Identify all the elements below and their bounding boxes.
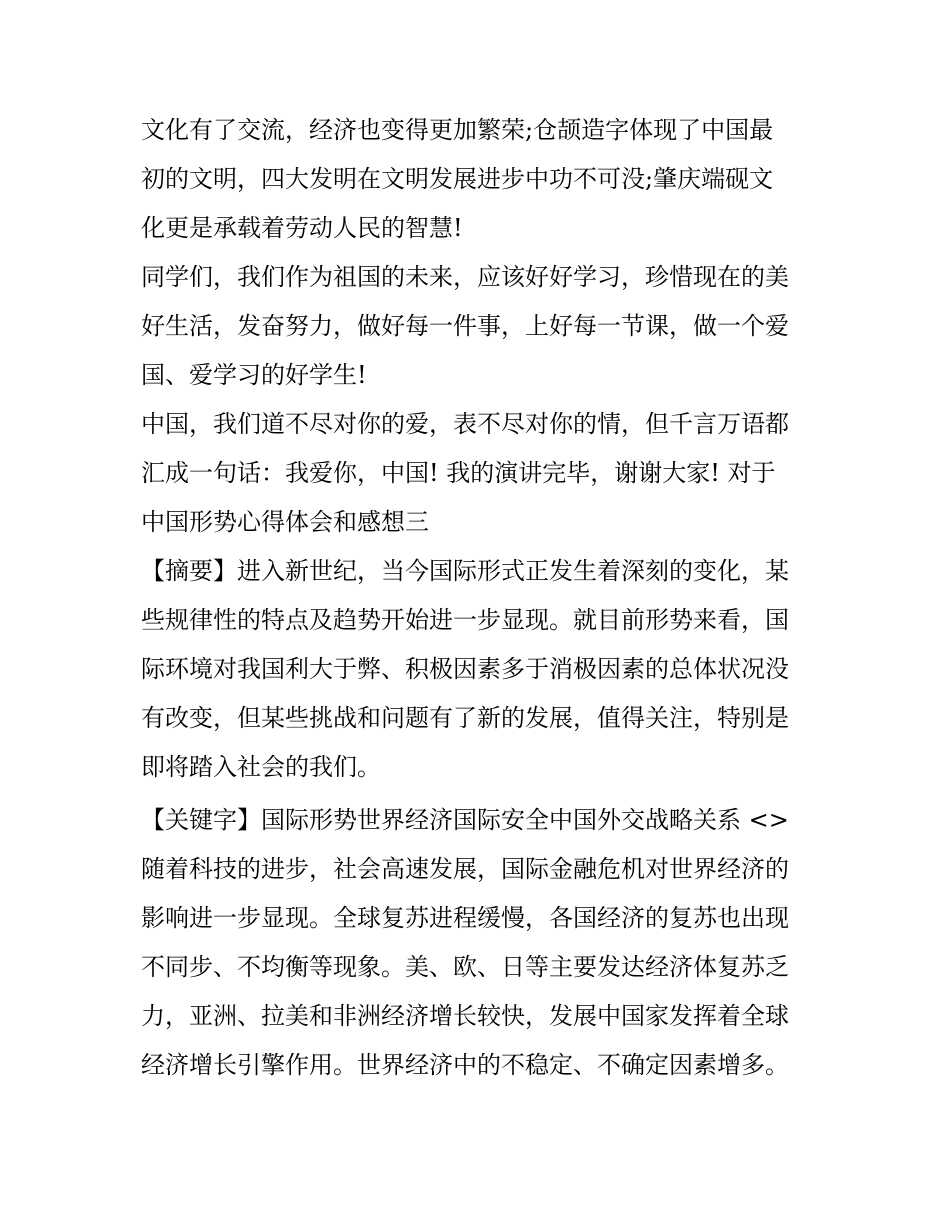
text-line: 文化有了交流，经济也变得更加繁荣;仓颉造字体现了中国最 bbox=[141, 116, 774, 144]
text-line: 些规律性的特点及趋势开始进一步显现。就目前形势来看，国 bbox=[141, 606, 789, 634]
text-line: 中国，我们道不尽对你的爱，表不尽对你的情，但千言万语都 bbox=[141, 410, 789, 438]
text-line: 化更是承载着劳动人民的智慧! bbox=[141, 214, 463, 242]
text-line: 初的文明，四大发明在文明发展进步中功不可没;肇庆端砚文 bbox=[141, 165, 774, 193]
text-line: 同学们，我们作为祖国的未来，应该好好学习，珍惜现在的美 bbox=[141, 263, 789, 291]
text-line: 【摘要】进入新世纪，当今国际形式正发生着深刻的变化，某 bbox=[141, 557, 789, 585]
document-body bbox=[141, 106, 821, 1090]
text-line: 不同步、不均衡等现象。美、欧、日等主要发达经济体复苏乏 bbox=[141, 953, 789, 981]
text-line: 【关键字】国际形势世界经济国际安全中国外交战略关系 <> bbox=[141, 806, 789, 834]
text-line: 国、爱学习的好学生! bbox=[141, 361, 367, 389]
text-line: 经济增长引擎作用。世界经济中的不稳定、不确定因素增多。 bbox=[141, 1051, 789, 1079]
text-line: 随着科技的进步，社会高速发展，国际金融危机对世界经济的 bbox=[141, 855, 789, 883]
text-line: 中国形势心得体会和感想三 bbox=[141, 508, 429, 536]
text-line: 影响进一步显现。全球复苏进程缓慢，各国经济的复苏也出现 bbox=[141, 904, 789, 932]
text-line: 汇成一句话：我爱你，中国! 我的演讲完毕，谢谢大家! 对于 bbox=[141, 459, 776, 487]
text-line: 有改变，但某些挑战和问题有了新的发展，值得关注，特别是 bbox=[141, 704, 789, 732]
text-line: 即将踏入社会的我们。 bbox=[141, 753, 381, 781]
text-line: 际环境对我国利大于弊、积极因素多于消极因素的总体状况没 bbox=[141, 655, 789, 683]
text-line: 好生活，发奋努力，做好每一件事，上好每一节课，做一个爱 bbox=[141, 312, 789, 340]
text-line: 力，亚洲、拉美和非洲经济增长较快，发展中国家发挥着全球 bbox=[141, 1002, 789, 1030]
